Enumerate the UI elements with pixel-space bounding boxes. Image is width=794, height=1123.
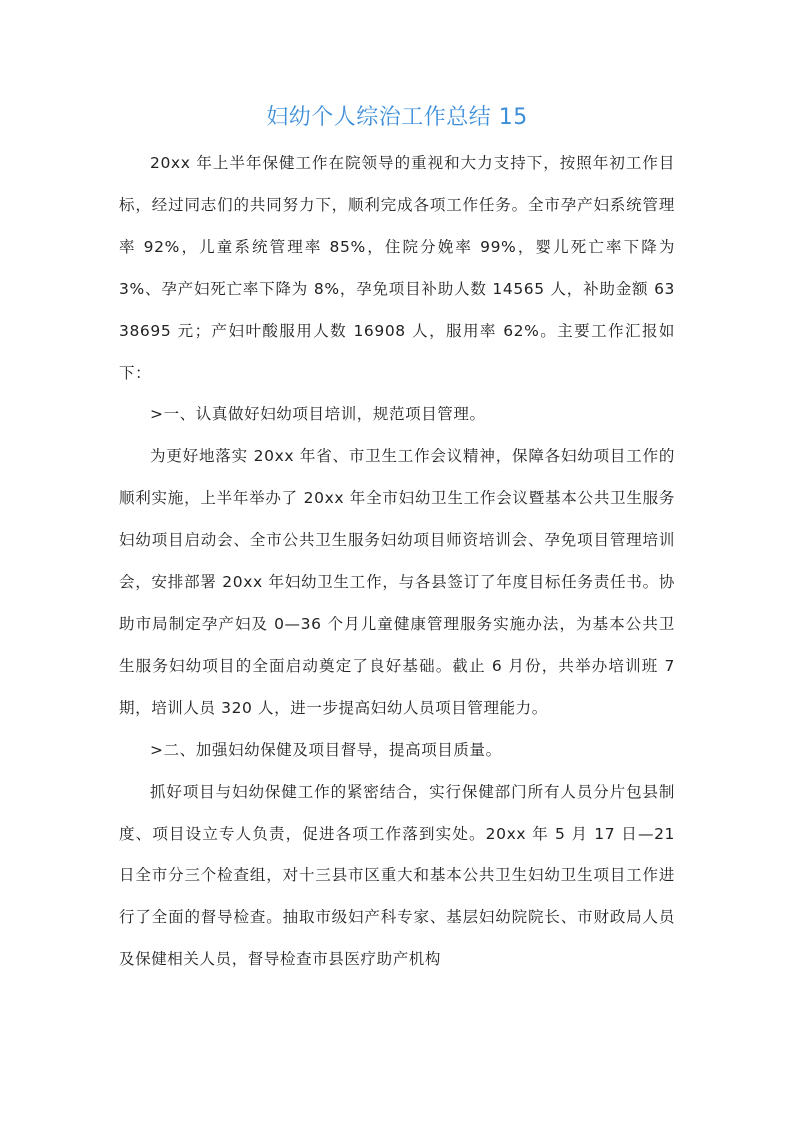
section-heading-1: >一、认真做好妇幼项目培训，规范项目管理。 bbox=[150, 405, 486, 424]
paragraph-supervision: 抓好项目与妇幼保健工作的紧密结合，实行保健部门所有人员分片包县制度、项目设立专人负责，促进各项工作落到实处。20xx 年 5 月 17 日—21 日全市分三个检查组，对十三县市区重大和基本公共卫生妇幼卫生项目工作进行了全面的督导检查。抽取市级妇产科专家、基层妇幼院院长、市财政局人员及保健相关人员，督导检查市县医疗助产机构 bbox=[119, 782, 675, 969]
document-title: 妇幼个人综治工作总结 15 bbox=[266, 105, 528, 130]
paragraph-intro: 20xx 年上半年保健工作在院领导的重视和大力支持下，按照年初工作目标，经过同志们的共同努力下，顺利完成各项工作任务。全市孕产妇系统管理率 92%，儿童系统管理率 85%，住院分娩率 99%，婴儿死亡率下降为 3%、孕产妇死亡率下降为 8%，孕免项目补助人数 14565 人，补助金额 6338695 元；产妇叶酸服用人数 16908 人，服用率 62%。主要工作汇报如下： bbox=[119, 154, 675, 382]
paragraph-training: 为更好地落实 20xx 年省、市卫生工作会议精神，保障各妇幼项目工作的顺利实施，上半年举办了 20xx 年全市妇幼卫生工作会议暨基本公共卫生服务妇幼项目启动会、全市公共卫生服务妇幼项目师资培训会、孕免项目管理培训会，安排部署 20xx 年妇幼卫生工作，与各县签订了年度目标任务责任书。协助市局制定孕产妇及 0—36 个月儿童健康管理服务实施办法，为基本公共卫生服务妇幼项目的全面启动奠定了良好基础。截止 6 月份，共举办培训班 7 期，培训人员 320 人，进一步提高妇幼人员项目管理能力。 bbox=[119, 447, 675, 717]
document-body bbox=[119, 143, 675, 981]
section-heading-2: >二、加强妇幼保健及项目督导，提高项目质量。 bbox=[150, 740, 502, 759]
